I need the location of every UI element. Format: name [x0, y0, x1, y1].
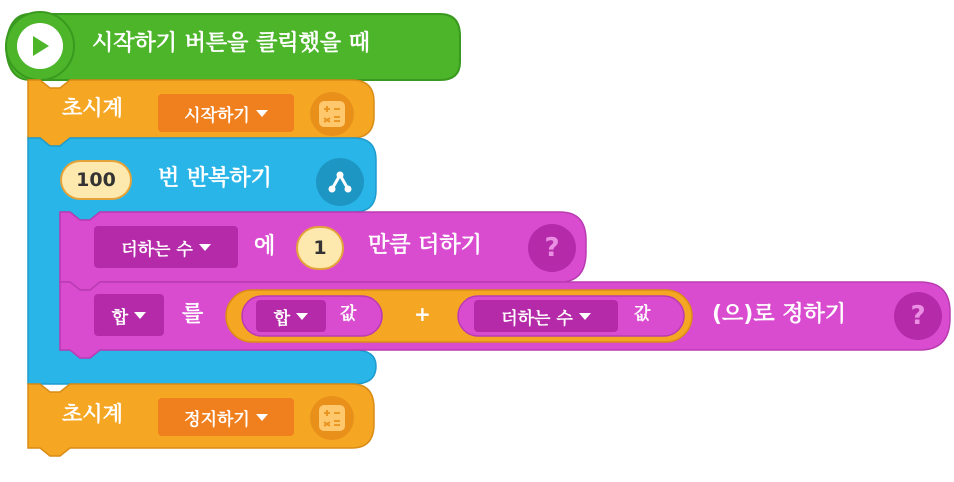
- timer-stop-option: 정지하기: [184, 409, 250, 430]
- set-help-button[interactable]: [894, 292, 942, 340]
- repeat-label: 번 반복하기: [158, 166, 272, 191]
- caret-down-icon: [199, 244, 211, 251]
- add-variable-dropdown[interactable]: [94, 226, 238, 268]
- timer-start-option: 시작하기: [184, 105, 250, 126]
- repeat-flow-icon-button[interactable]: [316, 158, 364, 206]
- set-label: (으)로 정하기: [712, 302, 847, 327]
- calculator-icon: [322, 408, 342, 428]
- calculator-icon-button[interactable]: [310, 92, 354, 136]
- add-connector-label: 에: [254, 234, 276, 259]
- caret-down-icon: [296, 313, 308, 320]
- set-connector-label: 를: [182, 302, 204, 327]
- right-operand-suffix: 값: [634, 304, 651, 324]
- caret-down-icon: [256, 110, 268, 117]
- calculator-icon: [322, 104, 342, 124]
- operator-label[interactable]: +: [414, 302, 431, 326]
- left-operand-dropdown[interactable]: [256, 300, 326, 332]
- repeat-count-input[interactable]: 100: [60, 160, 132, 200]
- calculator-icon-button[interactable]: [310, 396, 354, 440]
- timer-start-label: 초시계: [62, 96, 123, 120]
- add-amount-input[interactable]: 1: [296, 226, 344, 270]
- set-variable-name: 합: [111, 307, 129, 328]
- question-icon: ?: [910, 301, 926, 331]
- flow-branch-icon: [327, 170, 353, 194]
- play-button[interactable]: [17, 23, 63, 69]
- timer-stop-label: 초시계: [62, 402, 123, 426]
- right-operand-variable: 더하는 수: [501, 308, 573, 329]
- right-operand-dropdown[interactable]: [474, 300, 618, 332]
- timer-start-dropdown[interactable]: [158, 94, 294, 132]
- left-operand-variable: 합: [273, 308, 291, 329]
- add-label: 만큼 더하기: [368, 233, 482, 258]
- add-help-button[interactable]: [528, 224, 576, 272]
- caret-down-icon: [256, 414, 268, 421]
- question-icon: ?: [544, 233, 560, 263]
- caret-down-icon: [134, 312, 146, 319]
- set-variable-dropdown[interactable]: [94, 294, 164, 336]
- timer-stop-dropdown[interactable]: [158, 398, 294, 436]
- start-hat-label: 시작하기 버튼을 클릭했을 때: [92, 31, 371, 56]
- left-operand-suffix: 값: [340, 304, 357, 324]
- caret-down-icon: [579, 313, 591, 320]
- play-icon: [29, 34, 51, 58]
- add-variable-name: 더하는 수: [121, 239, 193, 260]
